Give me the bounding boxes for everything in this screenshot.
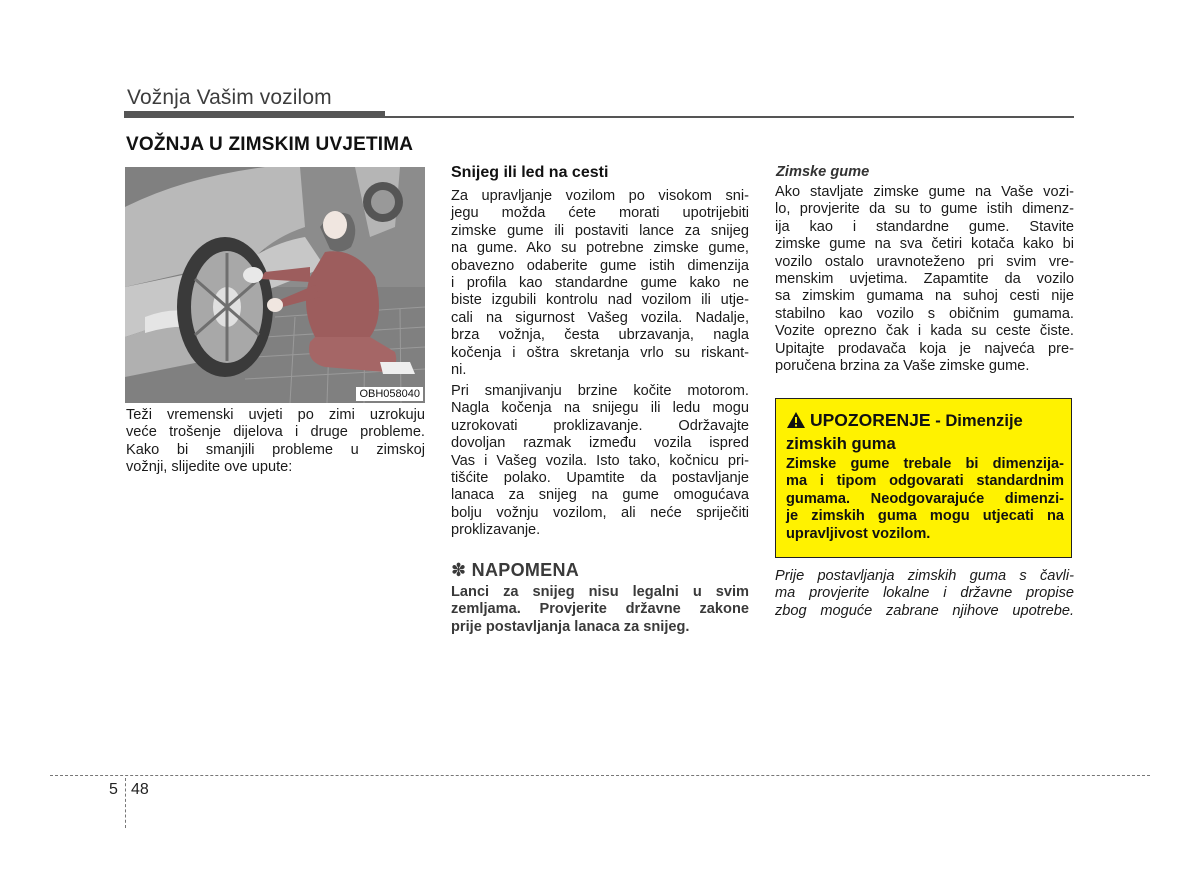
text-line: brza vožnja, česta ubrzavanja, nagla <box>451 327 749 344</box>
text-line: kočenja i oštra skretanja vrlo su riskant- <box>451 344 749 361</box>
snow-paragraph-2 <box>451 383 749 540</box>
text-line: Kako bi smanjili probleme u zimskoj <box>126 441 425 458</box>
tire-illustration <box>125 167 425 403</box>
header-title: Vožnja Vašim vozilom <box>127 86 332 109</box>
text-line: lanaca za snijeg na gume omogućava <box>451 487 749 504</box>
text-line: poručena brzina za Vaše zimske gume. <box>775 358 1030 375</box>
warning-triangle-icon <box>786 411 806 434</box>
note-paragraph <box>451 584 749 636</box>
text-line: Teži vremenski uvjeti po zimi uzrokuju <box>126 407 425 423</box>
text-line: i profila kao standardne gume kako ne <box>451 275 749 292</box>
after-warning-note <box>775 568 1074 620</box>
text-line: menskim uvjetima. Zapamtite da vozilo <box>775 271 1074 288</box>
text-line: Vozite oprezno čak i kada su ceste čiste. <box>775 323 1074 340</box>
text-line: Za upravljanje vozilom po visokom sni- <box>451 188 749 204</box>
text-line: zimske gume ili postaviti lance za snijeg <box>451 222 749 239</box>
text-line: obavezno odaberite gume istih dimenzija <box>451 257 749 274</box>
page-number: 48 <box>131 781 149 798</box>
text-line: je zimskih guma mogu utjecati na <box>786 508 1064 525</box>
header-rule <box>124 116 1074 118</box>
text-line: uzrokovati proklizavanje. Održavajte <box>451 417 749 434</box>
section-title: VOŽNJA U ZIMSKIM UVJETIMA <box>126 134 414 155</box>
text-line: zimske gume na sva četiri kotača kako bi <box>775 236 1074 253</box>
winter-tires-heading: Zimske gume <box>776 164 870 180</box>
text-line: proklizavanje. <box>451 522 541 539</box>
warning-title-line2: zimskih guma <box>786 434 896 453</box>
text-line: na gume. Ako su potrebne zimske gume, <box>451 240 749 257</box>
text-line: ni. <box>451 362 467 379</box>
text-line: zbog moguće zabrane njihove upotrebe. <box>775 602 1074 619</box>
text-line: Zimske gume trebale bi dimenzija- <box>786 456 1064 472</box>
footer-divider <box>125 778 126 828</box>
text-line: Nagla kočenja na snijegu ili ledu mogu <box>451 400 749 417</box>
text-line: stabilno kao vozilo s običnim gumama. <box>775 305 1074 322</box>
text-line: jegu možda ćete morati upotrijebiti <box>451 205 749 222</box>
winter-tires-paragraph <box>775 184 1074 375</box>
warning-box <box>775 398 1072 558</box>
footer-rule <box>50 775 1150 776</box>
text-line: Prije postavljanja zimskih guma s čavli- <box>775 568 1074 584</box>
text-line: gumama. Neodgovarajuće dimenzi- <box>786 490 1064 507</box>
text-line: ija kao i standardne gume. Stavite <box>775 218 1074 235</box>
intro-paragraph <box>126 407 425 477</box>
text-line: prije postavljanja lanaca za snijeg. <box>451 618 690 635</box>
text-line: cali na sigurnost Vašeg vozila. Nadalje, <box>451 309 749 326</box>
text-line: Lanci za snijeg nisu legalni u svim <box>451 584 749 600</box>
text-line: ma i tipom odgovarati standardnim <box>786 473 1064 490</box>
text-line: sa zimskim gumama na suhoj cesti nije <box>775 288 1074 305</box>
text-line: vozilo ostalo uravnoteženo pri svim vre- <box>775 253 1074 270</box>
text-line: upravljivost vozilom. <box>786 525 931 542</box>
text-line: dovoljan razmak između vozila ispred <box>451 435 749 452</box>
text-line: Upitajte prodavača koja je najveća pre- <box>775 340 1074 357</box>
warning-title <box>786 410 1066 454</box>
text-line: veće trošenje dijelova i druge probleme. <box>126 424 425 441</box>
text-line: vožnji, slijedite ove upute: <box>126 459 293 476</box>
snow-heading: Snijeg ili led na cesti <box>451 164 609 181</box>
text-line: zemljama. Provjerite državne zakone <box>451 601 749 618</box>
text-line: biste izgubili kontrolu nad vozilom ili utje- <box>451 292 749 309</box>
warning-body <box>786 456 1064 543</box>
text-line: bolju vožnju vozilom, ali neće spriječiti <box>451 504 749 521</box>
chapter-number: 5 <box>109 781 118 798</box>
warning-title-rest: - Dimenzije <box>930 411 1023 430</box>
note-heading: ✽ NAPOMENA <box>451 560 580 580</box>
text-line: Vas i Vašeg vozila. Isto tako, kočnicu pri- <box>451 452 749 469</box>
text-line: lo, provjerite da su to gume istih dimenz- <box>775 201 1074 218</box>
snow-paragraph-1 <box>451 188 749 379</box>
text-line: ma provjerite lokalne i državne propise <box>775 585 1074 602</box>
text-line: tišćite polako. Upamtite da postavljanje <box>451 470 749 487</box>
text-line: Ako stavljate zimske gume na Vaše vozi- <box>775 184 1074 200</box>
text-line: Pri smanjivanju brzine kočite motorom. <box>451 383 749 399</box>
warning-label: UPOZORENJE <box>810 410 931 430</box>
image-code: OBH058040 <box>356 387 423 401</box>
